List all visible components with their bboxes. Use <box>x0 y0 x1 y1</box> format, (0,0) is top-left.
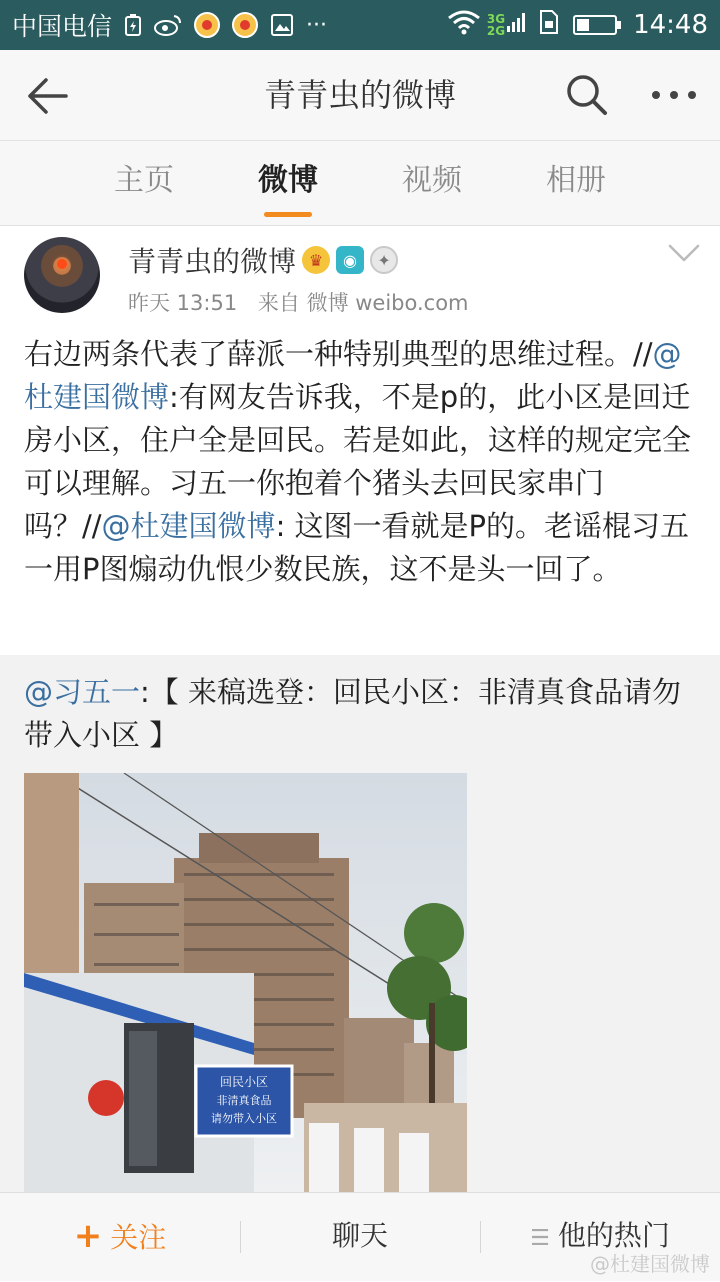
title-bar <box>0 50 720 141</box>
mention-link[interactable]: @杜建国微博 <box>24 337 682 414</box>
reposted-content[interactable] <box>0 655 720 1195</box>
page-title: 青青虫的微博 <box>263 76 456 114</box>
camera-icon: ◉ <box>336 246 364 274</box>
author-row <box>128 240 398 280</box>
post-text: 右边两条代表了薛派一种特别典型的思维过程。//@杜建国微博:有网友告诉我，不是p的，此小区是回迁房小区，住户全是回民。若是如此，这样的规定完全可以理解。习五一你抱着个猪头去回民家串门吗？//@杜建国微博: 这图一看就是P的。老谣棍习五一用P图煽动仇恨少数民族，这不是头一回了。 <box>24 337 692 586</box>
repost-author-link[interactable]: @习五一 <box>24 675 141 709</box>
status-bar <box>0 0 720 50</box>
post-meta <box>128 287 483 317</box>
profile-tabs <box>0 141 720 226</box>
list-icon: ☰ <box>530 1226 550 1251</box>
network-type: 3G 2G <box>486 12 506 38</box>
battery-icon <box>573 15 617 35</box>
building-photo <box>24 773 467 1195</box>
clock: 14:48 <box>633 10 708 40</box>
medal-icon: ✦ <box>370 246 398 274</box>
sign-text-line-3: 请勿带入小区 <box>211 1112 277 1125</box>
more-options-button[interactable] <box>648 72 700 118</box>
post-time: 昨天 13:51 <box>128 291 238 315</box>
tab-home[interactable]: 主页 <box>114 163 174 198</box>
image-warning-icon <box>270 13 294 37</box>
search-button[interactable] <box>564 72 610 118</box>
wifi-icon <box>447 9 481 41</box>
chat-button[interactable]: 聊天 <box>331 1219 388 1252</box>
post-source: 来自 微博 weibo.com <box>257 291 469 315</box>
weibo-notification-icon <box>194 12 220 38</box>
plus-icon: + <box>73 1216 103 1256</box>
hot-posts-button[interactable]: ☰ 他的热门 <box>530 1219 670 1252</box>
search-icon <box>564 72 610 118</box>
carrier-name: 中国电信 <box>12 12 113 41</box>
tab-album[interactable]: 相册 <box>546 163 606 198</box>
signal-icon <box>507 10 527 40</box>
weibo-notification-icon-2 <box>232 12 258 38</box>
sim-icon <box>539 9 559 41</box>
post-menu-button[interactable] <box>666 240 702 266</box>
author-name[interactable]: 青青虫的微博 <box>128 245 297 278</box>
tab-video[interactable]: 视频 <box>402 163 462 198</box>
watermark: @杜建国微博 <box>590 1252 710 1276</box>
sign-text-line-1: 回民小区 <box>219 1075 269 1089</box>
repost-text: @习五一:【 来稿选登：回民小区：非清真食品请勿带入小区 】 <box>24 675 682 752</box>
weibo-icon <box>154 14 182 36</box>
follow-button[interactable]: + 关注 <box>73 1216 167 1256</box>
tab-weibo[interactable]: 微博 <box>228 141 348 225</box>
chevron-down-icon <box>666 240 702 266</box>
more-notifications-icon: ··· <box>306 12 327 38</box>
sign-text-line-2: 非清真食品 <box>216 1094 272 1107</box>
crown-icon: ♛ <box>302 246 330 274</box>
active-tab-indicator <box>264 212 312 217</box>
battery-saver-icon <box>124 13 142 37</box>
mention-link-2[interactable]: @杜建国微博 <box>101 509 276 543</box>
repost-photo[interactable] <box>24 773 467 1195</box>
avatar[interactable] <box>24 237 100 313</box>
more-dots-icon <box>648 72 700 118</box>
